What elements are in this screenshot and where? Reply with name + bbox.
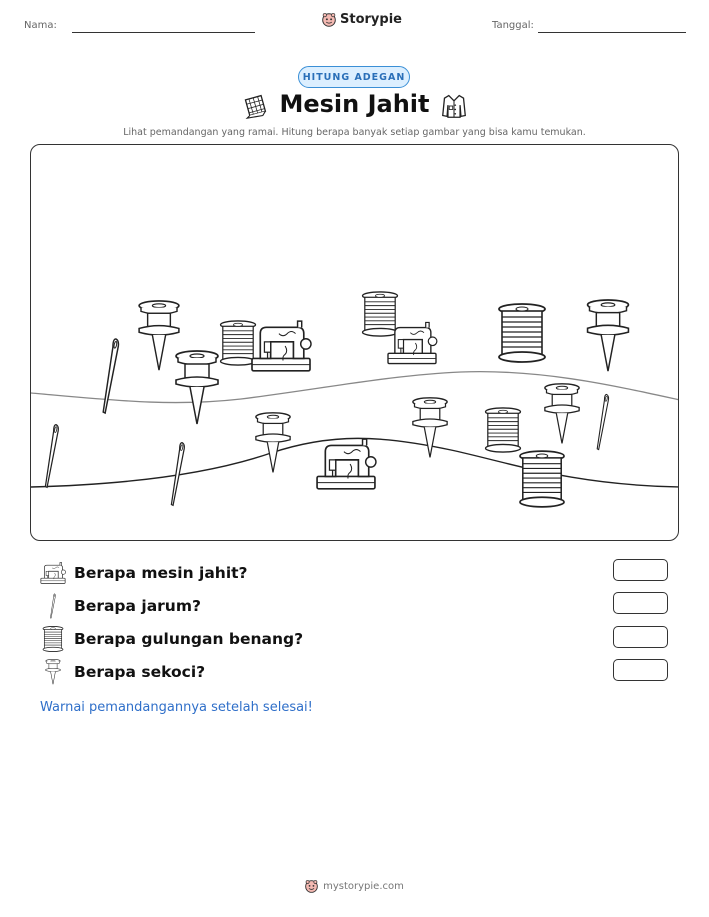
storypie-logo-icon <box>322 13 336 27</box>
date-line[interactable] <box>538 32 686 33</box>
question-text: Berapa gulungan benang? <box>74 630 304 648</box>
page-title: Mesin Jahit <box>279 90 430 118</box>
footer-url[interactable]: mystorypie.com <box>323 881 404 892</box>
brand-name: Storypie <box>340 12 402 27</box>
coloring-instruction: Warnai pemandangannya setelah selesai! <box>40 700 313 715</box>
answer-box-bobbins[interactable] <box>613 659 668 681</box>
instructions: Lihat pemandangan yang ramai. Hitung berapa banyak setiap gambar yang bisa kamu temukan. <box>123 127 586 138</box>
question-needles <box>40 593 201 619</box>
thread-spool-icon <box>363 292 398 336</box>
question-sewing-machines <box>40 560 248 586</box>
question-bobbins <box>40 659 205 685</box>
sewing-machine-icon <box>317 439 376 489</box>
bobbin-icon <box>256 413 290 473</box>
name-label: Nama: <box>24 20 57 31</box>
answer-box-needles[interactable] <box>613 592 668 614</box>
answer-box-sewing-machines[interactable] <box>613 559 668 581</box>
brand-header <box>322 12 402 27</box>
shirt-icon <box>441 93 467 119</box>
question-text: Berapa mesin jahit? <box>74 564 248 582</box>
thread-spool-icon <box>221 321 256 365</box>
needle-icon <box>103 339 118 413</box>
date-label: Tanggal: <box>492 20 534 31</box>
needle-icon <box>45 425 58 488</box>
sewing-machine-icon <box>40 560 66 586</box>
back-hill-line <box>31 372 679 403</box>
bobbin-icon <box>139 301 179 370</box>
activity-badge: HITUNG ADEGAN <box>298 66 410 88</box>
bobbin-icon <box>588 300 629 371</box>
question-text: Berapa sekoci? <box>74 663 206 681</box>
scene-drawing <box>31 145 679 541</box>
name-line[interactable] <box>72 32 255 33</box>
needle-icon <box>40 593 66 619</box>
thread-spool-icon <box>499 304 545 362</box>
thread-spool-icon <box>40 626 66 652</box>
question-text: Berapa jarum? <box>74 597 201 615</box>
footer <box>0 880 709 893</box>
sewing-machine-icon <box>252 321 311 371</box>
counting-scene <box>30 144 679 541</box>
answer-box-thread-spools[interactable] <box>613 626 668 648</box>
bobbin-icon <box>40 659 66 685</box>
thread-spool-icon <box>520 451 564 507</box>
thread-spool-icon <box>486 408 521 452</box>
storypie-logo-icon <box>305 880 318 893</box>
bobbin-icon <box>176 351 218 424</box>
question-thread-spools <box>40 626 303 652</box>
needle-icon <box>597 394 608 449</box>
bobbin-icon <box>545 384 579 444</box>
